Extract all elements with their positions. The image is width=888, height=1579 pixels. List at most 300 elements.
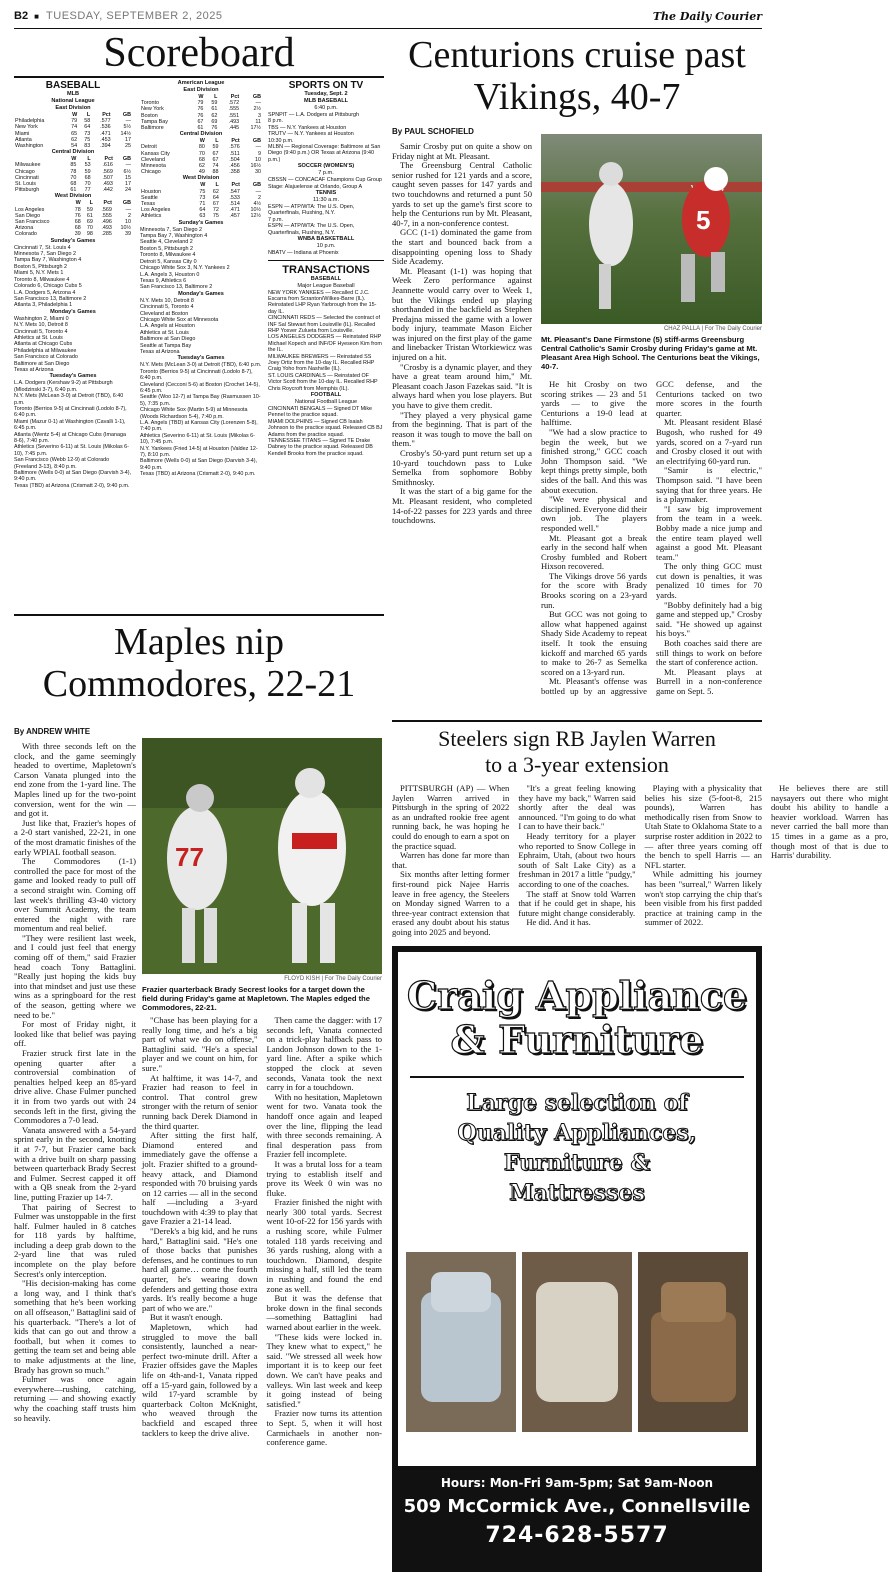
standings-cell: 59 [84, 168, 91, 175]
maples-photo [142, 738, 382, 974]
list-item: Cincinnati 7, St. Louis 4 [14, 244, 71, 251]
standings-cell: 68 [70, 181, 77, 188]
al-heading: American League [177, 80, 225, 86]
centurions-headline: Centurions cruise past Vikings, 40-7 [408, 34, 746, 118]
scoreboard-bottom-rule [14, 614, 384, 616]
maples-col1 [14, 742, 136, 1567]
nl-tuesday-heading: Tuesday's Games [49, 373, 97, 380]
standings-team: Baltimore [141, 125, 164, 132]
baseball-heading: BASEBALL [45, 80, 101, 91]
standings-cell: .493 [228, 118, 240, 125]
standings-team: Cleveland [141, 156, 165, 163]
article-paragraph: At halftime, it was 14-7, and Frazier had reason to feel in control. That control grew stronger with the return of senior running back Derek Diamond in the third quarter. [142, 1072, 258, 1131]
article-paragraph: "His decision-making has come a long way, and I think that's something that he's been working on all offseason," Battaglini said of his quarterback. "There's a lot of kids that can go out and throw a football, but when it comes to getting the team set and being able to make adjustments at the line, Brady has grown so much." [14, 1278, 136, 1375]
article-paragraph: Frazier now turns its attention to Sept. 5, when it will host Carmichaels in another non-conference game. [266, 1408, 382, 1448]
article-paragraph: "They were resilient last week, and I could just feel that energy coming off of them," said Frazier head coach Tony Battaglini. "Really just hoping the kids buy into that mindset and just use these wins as a springboard for the rest of the season, getting where we need to be." [14, 932, 136, 1020]
standings-cell: 58 [84, 118, 91, 125]
standings-cell: 10 [125, 219, 131, 226]
standings-team: Athletics [141, 213, 162, 220]
centurions-col1 [392, 142, 532, 722]
list-item: CINCINNATI BENGALS — Signed DT Mike Pennel to the practice squad. [268, 406, 373, 419]
standings-cell: 9 [258, 150, 261, 157]
article-paragraph: He did. And it has. [526, 917, 591, 928]
list-item: Minnesota 7, San Diego 2 [140, 226, 203, 233]
al-monday-heading: Monday's Games [178, 290, 224, 297]
list-item: TENNESSEE TITANS — Signed TE Drake Dabney to the practice squad. Released DB Kendell Brooks from the practice squad. [268, 438, 373, 457]
list-item: Texas at Arizona [14, 366, 54, 373]
standings-cell: 39 [74, 231, 81, 238]
standings-cell: .569 [102, 168, 113, 175]
article-paragraph: Six months after letting former first-round pick Najee Harris leave in free agency, the Steelers on Monday signed Warren to a three-year contract extension that erased any doubt about his status going into 2025 and beyond. [392, 869, 510, 937]
standings-header-cell: GB [252, 138, 261, 145]
standings-header-cell: W [200, 182, 206, 189]
list-item: Toronto 8, Milwaukee 4 [140, 252, 196, 259]
steelers-headline: Steelers sign RB Jaylen Warren to a 3-year extension [438, 726, 716, 777]
standings-cell: .493 [101, 225, 112, 232]
list-item: Athletics at St. Louis [140, 329, 189, 336]
maples-photo-credit: FLOYD KISH | For The Daily Courier [284, 976, 382, 982]
standings-cell: 85 [70, 162, 77, 169]
standings-cell: .572 [228, 100, 240, 107]
standings-cell: .576 [229, 144, 240, 151]
tx-mlb-heading: Major League Baseball [297, 282, 355, 289]
standings-cell: 98 [86, 231, 93, 238]
standings-cell: 79 [197, 100, 204, 107]
list-item: L.A. Angels at Houston [140, 323, 195, 330]
nl-east-heading: East Division [55, 105, 91, 111]
list-item: MILWAUKEE BREWERS — Reinstated SS Joey Ortiz from the 10-day IL. Recalled RHP Craig Yoho from Nashville (IL). [268, 353, 375, 373]
standings-cell: .551 [228, 112, 240, 119]
al-west-table [140, 182, 262, 219]
standings-cell: 3 [258, 112, 261, 119]
article-paragraph: Mt. Pleasant plays at Burrell in a non-conference game on Sept. 5. [656, 666, 762, 696]
standings-cell: 16½ [250, 163, 261, 170]
article-paragraph: The Greensburg Central Catholic senior rushed for 121 yards and a score, caught seven passes for 147 yards and two touchdowns and returned a punt 50 yards to set up the game's first score to help the Centurions run by Mt. Pleasant, 40-7, in a non-conference contest. [392, 160, 532, 228]
standings-cell: 73 [199, 194, 206, 201]
standings-cell: 76 [197, 112, 204, 119]
article-paragraph: Mt. Pleasant resident Blasé Bugosh, who rushed for 49 yards, scored on a 7-yard run and Crosby closed it out with an electrifying 60-yard run. [656, 417, 762, 466]
standings-cell: 24 [125, 187, 131, 194]
standings-cell: 17 [125, 136, 131, 143]
list-item: CINCINNATI REDS — Selected the contract of INF Sal Stewart from Louisville (IL). Recalled RHP Yosver Zulueta from Louisville. [268, 315, 380, 334]
standings-cell: 2½ [253, 106, 261, 113]
list-item: Texas at Arizona [140, 348, 180, 355]
standings-cell: .471 [100, 130, 111, 137]
tv-mlb-time: 6:40 p.m. [314, 105, 338, 111]
standings-team: Chicago [141, 169, 161, 176]
article-paragraph: "These kids were locked in. They knew what to expect," he said. "We stressed all week how important it is to keep our feet down. We can't have peaks and valleys. Win last week and keep it going instead of being satisfied." [266, 1331, 382, 1409]
standings-cell: 2 [258, 194, 261, 201]
list-item: San Francisco at Colorado [14, 354, 78, 361]
article-paragraph: The staff at Snow told Warren that if he could get in shape, his future might change considerably. [518, 888, 636, 918]
article-paragraph: Mt. Pleasant's offense was bottled up by an aggressive GCC defense, and the Centurions tacked on two more scores in the fourth quarter. [541, 379, 762, 696]
standings-cell: .453 [100, 136, 111, 143]
standings-cell: — [125, 206, 131, 213]
standings-header-cell: L [215, 182, 219, 189]
publication-name: The Daily Courier [652, 10, 762, 23]
sports-tv-day: Tuesday, Sept. 2 [304, 91, 348, 97]
list-item: 10:30 p.m. [268, 137, 294, 144]
centurions-photo [541, 134, 762, 324]
standings-header-cell: W [72, 112, 78, 118]
standings-cell: 11 [255, 118, 261, 125]
list-item: Toronto 8, Milwaukee 4 [14, 276, 70, 283]
ad-tagline-3: Furniture & [503, 1150, 651, 1176]
standings-header-cell: W [199, 138, 205, 145]
list-item: ESPN — ATP/WTA: The U.S. Open, Quarterfinals, Flushing, N.Y. [268, 204, 355, 217]
standings-cell: 76 [211, 125, 218, 132]
centurions-photo-art [541, 134, 762, 324]
nl-column [14, 80, 132, 610]
article-paragraph: "We had a slow practice to begin the week, but we finished strong," GCC coach John Thompson said. "We kept things pretty simple, both sides of the ball. And this was about execution. [541, 426, 647, 495]
list-item: 8 p.m. [268, 118, 283, 125]
list-item: Chicago White Sox at Minnesota [140, 316, 219, 323]
standings-cell: .555 [101, 212, 112, 219]
nl-heading: National League [51, 98, 95, 104]
standings-header-cell: Pct [231, 182, 240, 189]
standings-cell: 62 [71, 136, 78, 143]
standings-header-cell: Pct [103, 200, 112, 207]
standings-cell: .445 [228, 125, 240, 132]
standings-cell: .358 [229, 169, 240, 176]
standings-cell: 5½ [123, 124, 131, 131]
tv-tennis-time: 11:30 a.m. [312, 197, 339, 204]
standings-team: New York [141, 106, 164, 113]
nl-monday-list [14, 316, 132, 374]
craig-appliance-ad [392, 946, 762, 1572]
list-item: L.A. Dodgers (Kershaw 9-2) at Pittsburgh (Mlodzinski 3-7), 6:40 p.m. [14, 380, 113, 393]
tv-wnba-heading: WNBA BASKETBALL [297, 236, 355, 243]
article-paragraph: "Chase has been playing for a really long time, and he's a big part of what we do on offense," Battaglini said. "He's a special player and we count on him, for sure." [142, 1015, 258, 1073]
standings-cell: 72 [212, 207, 219, 214]
centurions-photo-credit: CHAZ PALLA | For The Daily Courier [663, 326, 762, 332]
article-paragraph: Heady territory for a player who reported to Snow College in Ephraim, Utah, (about two hours south of Salt Lake City) as a freshman in 2017 a little "pudgy," according to one of the coaches. [518, 830, 636, 889]
list-item: Atlanta at Chicago Cubs [14, 341, 73, 348]
tx-baseball-heading: BASEBALL [310, 275, 342, 282]
standings-cell: 64 [199, 207, 206, 214]
tv-mlb-list [268, 112, 384, 163]
standings-cell: .456 [229, 163, 240, 170]
standings-cell: 59 [86, 206, 93, 213]
article-paragraph: "It's a great feeling knowing they have my back," Warren said shortly after the deal was announced. "I'm going to do what I can to have their back." [518, 783, 636, 832]
article-paragraph: "We were physical and disciplined. Everyone did their own job. The players responded well." [541, 494, 647, 533]
article-paragraph: "I saw big improvement from the team in a week. Bobby made a nice jump and the entire team played well against a good Mt. Pleasant team." [656, 503, 762, 562]
standings-team: Houston [141, 188, 162, 195]
list-item: TBS — N.Y. Yankees at Houston [268, 124, 347, 131]
standings-cell: .394 [100, 143, 111, 150]
article-paragraph: Frazier finished the night with nearly 300 total yards. Secrest went 10-of-22 for 156 yards with a rushing score, while Fulmer totaled 118 yards receiving and 36 yards rushing, along with a touchdown. Diamond, despite missing a half, still led the team in rushing and found the end zone as well. [266, 1197, 382, 1294]
standings-header-cell: GB [252, 94, 261, 100]
article-paragraph: Frazier struck first late in the opening quarter after a controversial combination of penalties helped keep an 85-yard drive alive. Chase Fulmer punched it in from two yards out with 24 seconds left in the first, giving the Commodores a 7-0 lead. [14, 1048, 136, 1126]
standings-cell: .577 [100, 118, 111, 125]
al-column [140, 80, 262, 610]
standings-cell: — [125, 162, 131, 169]
list-item: NEW YORK YANKEES — Recalled C J.C. Escarra from Scranton/Wilkes-Barre (IL). Reinstated LHP Ryan Yarbrough from the 15-day IL. [268, 289, 377, 315]
article-paragraph: GCC (1-1) dominated the game from the start and bounced back from a disappointing opening loss to Shady Side Academy. [392, 227, 532, 267]
list-item: Baltimore (Wells 0-0) at San Diego (Darvish 3-4), 9:40 p.m. [140, 458, 258, 471]
article-paragraph: "Crosby is a dynamic player, and they have a great team around him," Mt. Pleasant coach Jason Fazekas said. "It is always hard when you lose players. But you have to give them credit. [392, 361, 532, 411]
standings-cell: 76 [197, 106, 204, 113]
standings-team: San Diego [15, 212, 41, 219]
steelers-body [392, 783, 888, 940]
list-item: SPNPIT — L.A. Dodgers at Pittsburgh [268, 112, 359, 118]
article-paragraph: Playing with a physicality that belies his size (5-foot-8, 215 pounds), Warren has methodically risen from Snow to Utah State to Oklahoma State to a surprise roster addition in 2022 to — after three years coming off the bench to spell Harris — an NFL starter. [644, 783, 762, 870]
standings-cell: 70 [198, 150, 205, 157]
ad-contact-bar [398, 1466, 756, 1566]
scoreboard-title: Scoreboard [103, 30, 295, 76]
list-item: Miami (Mazur 0-1) at Washington (Cavalli 1-1), 6:45 p.m. [14, 418, 126, 432]
standings-cell: .285 [101, 231, 112, 238]
standings-header-cell: W [75, 200, 81, 207]
standings-cell: 77 [84, 187, 91, 194]
standings-cell: 2 [128, 212, 131, 219]
mlb-heading: MLB [66, 91, 80, 97]
standings-cell: 71 [199, 201, 206, 208]
standings-cell: 70 [70, 174, 77, 181]
standings-cell: .569 [101, 206, 112, 213]
al-monday-list [140, 298, 262, 356]
list-item: N.Y. Mets 10, Detroit 8 [14, 322, 68, 329]
article-paragraph: But it was the defense that broke down in the final seconds—something Battaglini had warned about earlier in the week. [266, 1293, 382, 1332]
transactions-rule [268, 260, 384, 261]
standings-cell: 69 [86, 219, 93, 226]
standings-team: Colorado [15, 231, 37, 238]
standings-cell: 67 [197, 118, 204, 125]
list-item: N.Y. Mets (McLean 3-0) at Detroit (TBD), 6:40 p.m. [14, 393, 124, 406]
standings-cell: 17½ [250, 125, 261, 132]
ad-phone: 724-628-5577 [485, 1523, 669, 1548]
standings-cell: 61 [211, 106, 218, 113]
article-paragraph: That pairing of Secrest to Fulmer was unstoppable in the first half. Fulmer hauled in 8 catches for 118 yards by halftime, including a deep grab down to the 2-yard line that was ruled incomplete on the play before Secrest's only interception. [14, 1201, 136, 1279]
article-paragraph: Samir Crosby put on quite a show on Friday night at Mt. Pleasant. [392, 141, 532, 161]
ad-photo-row [406, 1252, 748, 1432]
maples-headline: Maples nip Commodores, 22-21 [42, 621, 356, 705]
standings-team: Kansas City [141, 150, 170, 157]
header-rule [14, 28, 762, 29]
standings-team: Philadelphia [15, 118, 45, 125]
article-paragraph: The Vikings drove 56 yards for the score with Brady Brooks scoring on a 23-yard run. [541, 570, 647, 610]
standings-cell: 49 [198, 169, 205, 176]
list-item: Boston 5, Pittsburgh 2 [140, 245, 194, 252]
standings-team: Detroit [141, 144, 157, 151]
standings-header-cell: L [215, 138, 219, 145]
list-item: Minnesota 7, San Diego 2 [14, 251, 77, 258]
article-paragraph: With three seconds left on the clock, and the game seemingly headed to overtime, Mapletown's Carson Vanata plunged into the end zone from the 1-yard line. The Maples lined up for the two-point conversion, went for the win — and got it. [14, 741, 136, 819]
list-item: San Francisco (Webb 12-9) at Colorado (Freeland 3-13), 8:40 p.m. [14, 457, 110, 470]
standings-cell: 88 [212, 169, 219, 176]
ad-divider [410, 1076, 744, 1078]
standings-cell: 73 [84, 130, 91, 137]
tv-tennis-list [268, 204, 384, 236]
standings-cell: 59 [211, 100, 218, 107]
standings-cell: — [125, 118, 131, 125]
al-tuesday-heading: Tuesday's Games [177, 355, 225, 362]
standings-team: Washington [15, 143, 44, 150]
standings-cell: 68 [198, 156, 205, 163]
standings-team: Los Angeles [15, 206, 45, 213]
list-item: Chicago White Sox 3, N.Y. Yankees 2 [140, 265, 230, 272]
standings-cell: 61 [70, 187, 77, 194]
standings-team: Seattle [141, 194, 158, 201]
list-item: Seattle at Tampa Bay [140, 342, 192, 349]
article-paragraph: It was the start of a big game for the Mt. Pleasant resident, who completed 14-of-22 passes for 223 yards and three touchdowns. [392, 486, 532, 526]
standings-cell: .493 [102, 181, 113, 188]
al-west-heading: West Division [182, 175, 220, 182]
standings-cell: 12½ [250, 213, 261, 220]
ad-hours: Hours: Mon-Fri 9am-5pm; Sat 9am-Noon [440, 1476, 714, 1490]
page-number: B2 [14, 10, 29, 22]
transactions-heading: TRANSACTIONS [282, 263, 370, 276]
article-paragraph: PITTSBURGH (AP) — When Jaylen Warren arrived in Pittsburgh in the spring of 2022 as an undrafted rookie free agent running back, he was hoping he could do enough to earn a spot on the practice squad. [392, 783, 510, 851]
tv-wnba-list [268, 250, 384, 256]
article-paragraph: While admitting his journey has been "surreal," Warren likely won't stop carrying the chip that's been visible from his first padded practice at training camp in the summer of 2022. [644, 869, 762, 928]
standings-cell: 6½ [123, 168, 131, 175]
header-bullet: ■ [34, 12, 39, 21]
al-central-heading: Central Division [179, 131, 223, 138]
list-item: Boston 5, Pittsburgh 2 [14, 263, 68, 270]
list-item: Colorado 6, Chicago Cubs 5 [14, 283, 82, 290]
article-paragraph: Mt. Pleasant got a break early in the second half when Crosby fumbled and Robert Hixson recovered. [541, 532, 647, 572]
standings-cell: 62 [198, 163, 205, 170]
list-item: LOS ANGELES DODGERS — Reinstated RHP Michael Kopech and INF/OF Hyeseon Kim from the IL. [268, 334, 382, 354]
standings-team: Pittsburgh [15, 187, 40, 194]
standings-cell: .533 [229, 194, 240, 201]
standings-cell: 67 [212, 156, 219, 163]
standings-cell: 30 [255, 169, 261, 176]
list-item: L.A. Angels 3, Houston 0 [140, 271, 200, 278]
standings-team: Milwaukee [15, 162, 41, 169]
list-item: Texas (TBD) at Arizona (Crismatt 2-0), 9:40 p.m. [140, 471, 256, 478]
article-paragraph: Crosby's 50-yard punt return set up a 10-yard touchdown pass to Luke Semelka from sophomore Bobby Smithnosky. [392, 448, 532, 487]
standings-cell: — [255, 188, 261, 195]
list-item: Philadelphia at Milwaukee [14, 347, 77, 354]
tx-football-heading: FOOTBALL [310, 392, 342, 398]
nl-central-heading: Central Division [51, 149, 95, 156]
standings-cell: 68 [74, 225, 81, 232]
list-item: Texas 9, Athletics 6 [140, 277, 187, 284]
nl-tuesday-list [14, 380, 132, 489]
tx-football-list [268, 406, 384, 457]
tx-baseball-list [268, 290, 384, 393]
standings-header-cell: W [198, 94, 204, 100]
list-item: N.Y. Mets (McLean 3-0) at Detroit (TBD), 6:40 p.m. [140, 362, 262, 369]
article-paragraph: "They played a very physical game from the beginning. That is part of the reason it was tough to move the ball on them." [392, 409, 532, 449]
standings-cell: 39 [125, 231, 131, 238]
standings-cell: .616 [102, 162, 113, 169]
list-item: Baltimore at San Diego [140, 336, 196, 343]
standings-team: Los Angeles [141, 207, 171, 214]
ad-tagline-2: Quality Appliances, [457, 1120, 697, 1146]
list-item: Miami 5, N.Y. Mets 1 [14, 270, 64, 277]
standings-team: Toronto [141, 100, 159, 107]
standings-header-cell: L [214, 94, 218, 100]
tv-transactions-column [268, 80, 384, 610]
standings-cell: 78 [74, 206, 81, 213]
standings-cell: 59 [212, 144, 219, 151]
list-item: Cleveland (Cecconi 5-6) at Boston (Crochet 14-5), 6:45 p.m. [140, 381, 260, 394]
list-item: Washington 2, Miami 0 [14, 315, 69, 322]
ad-title-line1: Craig Appliance [406, 973, 748, 1018]
tx-nfl-heading: National Football League [294, 399, 358, 405]
list-item: Detroit 5, Kansas City 0 [140, 258, 197, 265]
standings-cell: 75 [199, 188, 206, 195]
ad-title-line2: & Furniture [450, 1017, 704, 1062]
list-item: Baltimore at San Diego [14, 360, 70, 367]
standings-team: St. Louis [15, 181, 36, 188]
article-paragraph: For most of Friday night, it looked like that belief was paying off. [14, 1019, 136, 1049]
centurions-bottom-rule [392, 720, 762, 722]
standings-cell: 74 [212, 163, 219, 170]
list-item: Athletics (Severino 6-11) at St. Louis (Mikolas 6-10), 7:45 p.m. [140, 432, 255, 446]
article-paragraph: It was a brutal loss for a team trying to establish itself and prove its Week 0 win was no fluke. [266, 1158, 382, 1198]
list-item: Tampa Bay 7, Washington 4 [140, 233, 208, 240]
standings-cell: 10½ [250, 207, 261, 214]
nl-west-table [14, 200, 132, 237]
standings-team: San Francisco [15, 219, 50, 226]
standings-header-cell: L [86, 112, 91, 118]
standings-team: Arizona [15, 225, 34, 232]
standings-cell: .514 [229, 201, 240, 208]
maples-photo-caption: Frazier quarterback Brady Secrest looks for a target down the field during Friday's game at Mapletown. The Maples edged the Commodores, 22-21. [142, 985, 370, 1012]
standings-cell: 4½ [253, 201, 261, 208]
standings-cell: 54 [71, 143, 78, 150]
standings-cell: .555 [228, 106, 240, 113]
article-paragraph: He believes there are still naysayers out there who might doubt his ability to handle a heavier workload. Warren has never carried the ball more than 15 times in a game as a pro, though most of that is due to Harris' durability. [770, 783, 888, 861]
centurions-photo-caption: Mt. Pleasant's Dane Firmstone (5) stiff-arms Greensburg Central Catholic's Samir Crosby during Friday's game at Mt. Pleasant Area High School. The Centurions beat the Vikings, 40-7. [541, 335, 760, 371]
list-item: Chicago White Sox (Martin 5-9) at Minnesota (Woods Richardson 5-4), 7:40 p.m. [140, 407, 248, 420]
standings-cell: 69 [211, 118, 218, 125]
ad-tagline-4: Mattresses [509, 1180, 645, 1206]
list-item: Seattle (Woo 12-7) at Tampa Bay (Rasmussen 10-5), 7:35 p.m. [140, 394, 261, 407]
scoreboard-rule [14, 76, 384, 78]
standings-cell: 15 [125, 174, 131, 181]
standings-header-cell: GB [122, 200, 131, 207]
list-item: Athletics (Severino 6-11) at St. Louis (Mikolas 6-10), 7:45 p.m. [14, 444, 129, 457]
maples-photo-jersey: 77 [175, 842, 204, 872]
standings-header-cell: GB [122, 156, 131, 163]
standings-cell: 62 [212, 188, 219, 195]
standings-cell: .536 [100, 124, 111, 131]
list-item: Cincinnati 5, Toronto 4 [140, 304, 194, 311]
standings-cell: — [255, 100, 261, 107]
standings-cell: 67 [212, 201, 219, 208]
al-sunday-heading: Sunday's Games [178, 219, 224, 226]
article-paragraph: Fulmer was once again everywhere—rushing, catching, returning — and showing exactly why the coaching staff trusts him so heavily. [14, 1374, 136, 1423]
standings-cell: 70 [86, 225, 93, 232]
list-item: Toronto (Berrios 9-5) at Cincinnati (Lodolo 8-7), 6:40 p.m. [14, 406, 127, 419]
standings-cell: 64 [212, 194, 219, 201]
list-item: Tampa Bay 7, Washington 4 [14, 257, 82, 264]
list-item: Cincinnati 5, Toronto 4 [14, 328, 68, 335]
standings-cell: 79 [71, 118, 78, 125]
list-item: Atlanta 3, Philadelphia 1 [14, 302, 73, 309]
standings-cell: 61 [197, 125, 204, 132]
list-item: San Francisco 13, Baltimore 2 [14, 295, 87, 302]
article-paragraph: The only thing GCC must cut down is penalties, it was penalized 10 times for 70 yards. [656, 561, 762, 601]
al-sunday-list [140, 227, 262, 291]
standings-cell: 70 [84, 181, 91, 188]
list-item: ST. LOUIS CARDINALS — Reinstated OF Victor Scott from the 10-day IL. Recalled RHP Chris Roycroft from Memphis (IL). [268, 372, 378, 392]
list-item: 7 p.m. [268, 216, 283, 223]
list-item: NBATV — Indiana at Phoenix [268, 250, 339, 257]
standings-cell: 53 [84, 162, 91, 169]
article-paragraph: Both coaches said there are still things to work on before the start of conference action. [656, 638, 762, 668]
article-paragraph: He hit Crosby on two scoring strikes — 23 and 51 yards — to give the Centurions a 19-0 lead at halftime. [541, 379, 647, 428]
nl-monday-heading: Monday's Games [50, 308, 96, 315]
article-paragraph: The Commodores (1-1) controlled the pace for most of the game and looked ready to pull off a second straight win. Coming off last week's thrilling 43-40 victory over Summit Academy, the team entered the night with rare momentum and real belief. [14, 856, 136, 934]
header-date: TUESDAY, SEPTEMBER 2, 2025 [46, 10, 223, 22]
standings-header-cell: Pct [104, 156, 113, 163]
